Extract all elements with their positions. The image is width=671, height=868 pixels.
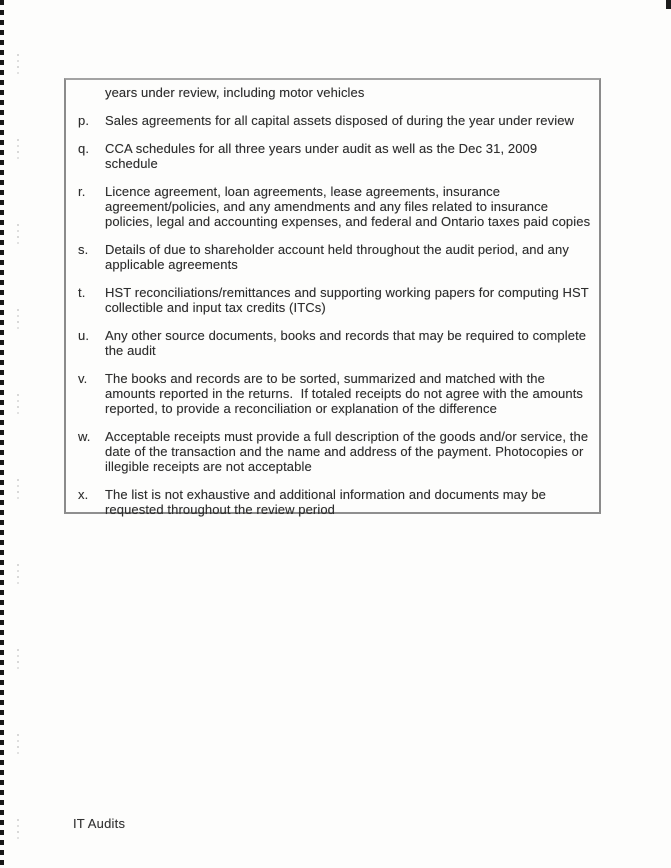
list-item-text: The list is not exhaustive and additional information and documents may be requested throughout the review period (105, 487, 550, 517)
list-item-text: Details of due to shareholder account held throughout the audit period, and any applicable agreements (105, 242, 573, 272)
scan-margin-artifacts (17, 0, 19, 868)
list-item-text: Licence agreement, loan agreements, lease agreements, insurance agreement/policies, and any amendments and any files related to insurance policies, legal and accounting expenses, and federal and Ontario taxes paid copies (105, 184, 591, 229)
list-item-label: u. (78, 328, 90, 343)
list-item-text: CCA schedules for all three years under audit as well as the Dec 31, 2009 schedule (105, 141, 541, 171)
list-item-text: Acceptable receipts must provide a full description of the goods and/or service, the date of the transaction and the name and address of the payment. Photocopies or illegible receipts are not acceptable (105, 429, 592, 474)
list-item (66, 184, 593, 229)
list-item-label: v. (78, 371, 88, 386)
list-item-label: s. (78, 242, 89, 257)
continuation-text: years under review, including motor vehicles (105, 85, 365, 100)
list-item (66, 242, 593, 272)
list-item-text: HST reconciliations/remittances and supporting working papers for computing HST collectible and input tax credits (ITCs) (105, 285, 593, 315)
list-item (66, 487, 593, 517)
list-item (66, 429, 593, 474)
list-item-text: Sales agreements for all capital assets disposed of during the year under review (105, 113, 575, 128)
list-item (66, 141, 593, 171)
list-item-label: r. (78, 184, 86, 199)
scan-corner-artifact (666, 0, 671, 9)
list-item-label: t. (78, 285, 86, 300)
list-item-label: p. (78, 113, 90, 128)
document-list-box (64, 78, 601, 517)
list-item-label: q. (78, 141, 90, 156)
list-item (66, 285, 593, 315)
list-item (66, 371, 593, 416)
list-item-label: x. (78, 487, 89, 502)
list-item (66, 328, 593, 358)
scan-edge-artifact (0, 0, 4, 868)
list-item (66, 113, 593, 128)
page-footer: IT Audits (73, 816, 126, 831)
list-item-label: w. (78, 429, 91, 444)
list-item-text: The books and records are to be sorted, summarized and matched with the amounts reported in the returns. If totaled receipts do not agree with the amounts reported, to provide a reconciliation or explanation of the difference (105, 371, 587, 416)
lettered-list (66, 113, 593, 517)
list-item-text: Any other source documents, books and records that may be required to complete the audit (105, 328, 590, 358)
